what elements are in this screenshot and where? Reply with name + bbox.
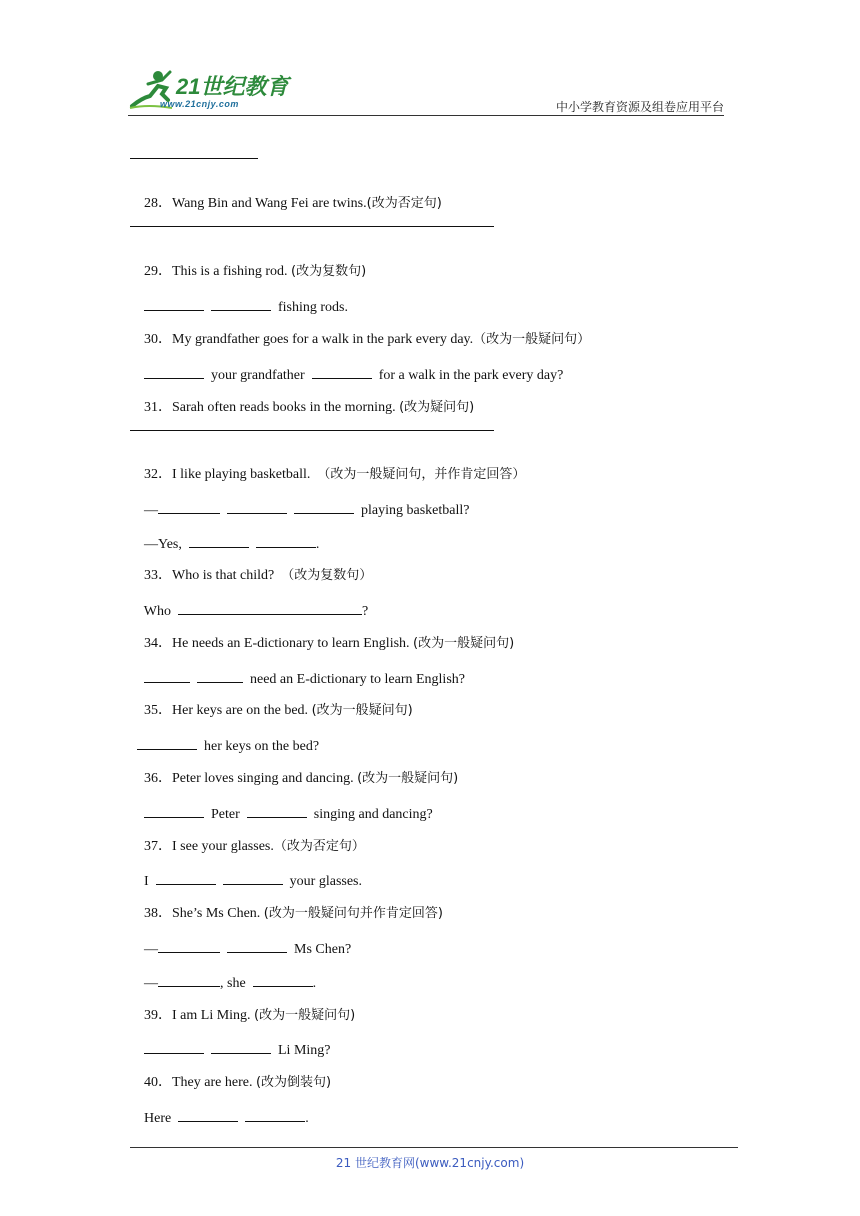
- answer-text: —: [144, 942, 158, 957]
- question-number: 37．: [144, 839, 172, 854]
- answer-line: [130, 430, 494, 431]
- blank-field[interactable]: [137, 736, 197, 750]
- blank-field[interactable]: [211, 297, 271, 311]
- page-header: [128, 66, 724, 116]
- blank-field[interactable]: [294, 500, 354, 514]
- site-logo: [128, 66, 298, 112]
- header-tagline: 中小学教育资源及组卷应用平台: [555, 100, 724, 114]
- answer-text: fishing rods.: [274, 300, 348, 315]
- question-instruction: (改为一般疑问句): [311, 703, 413, 718]
- answer-text: Here: [144, 1111, 179, 1126]
- question-instruction: （改为复数句）: [281, 568, 373, 583]
- question-28: [130, 177, 442, 231]
- blank-field[interactable]: [158, 973, 220, 987]
- answer-text: .: [315, 537, 320, 552]
- question-instruction: （改为否定句）: [273, 839, 365, 854]
- question-text: Who is that child?: [172, 568, 282, 583]
- question-instruction: (改为一般疑问句): [413, 636, 515, 651]
- answer-text: for a walk in the park every day?: [375, 368, 564, 383]
- answer-text: —: [144, 503, 158, 518]
- question-text: I am Li Ming.: [172, 1008, 255, 1023]
- question-text: This is a fishing rod.: [172, 264, 291, 279]
- answer-text: need an E-dictionary to learn English?: [246, 672, 465, 687]
- question-instruction: （改为一般疑问句）: [473, 332, 591, 347]
- question-number: 29．: [144, 264, 172, 279]
- blank-field[interactable]: [227, 939, 287, 953]
- blank-field[interactable]: [227, 500, 287, 514]
- blank-field[interactable]: [253, 973, 313, 987]
- question-instruction: (改为倒装句): [255, 1075, 332, 1090]
- blank-field[interactable]: [247, 804, 307, 818]
- question-instruction: (改为疑问句): [399, 400, 475, 415]
- question-text: Wang Bin and Wang Fei are twins.: [172, 196, 367, 211]
- question-number: 28．: [144, 196, 172, 211]
- answer-text: Who: [143, 604, 178, 619]
- question-instruction: (改为复数句): [291, 264, 367, 279]
- question-number: 39．: [144, 1008, 172, 1023]
- question-number: 32．: [144, 467, 172, 482]
- blank-field[interactable]: [245, 1108, 305, 1122]
- question-instruction: (改为否定句): [366, 196, 442, 211]
- answer-text: singing and dancing?: [310, 807, 433, 822]
- header-divider: [128, 115, 724, 116]
- question-number: 40．: [144, 1075, 172, 1090]
- blank-field[interactable]: [178, 1108, 238, 1122]
- page-footer[interactable]: 21 世纪教育网(www.21cnjy.com): [335, 1156, 525, 1170]
- blank-field[interactable]: [158, 500, 220, 514]
- question-instruction: （改为一般疑问句，并作肯定回答）: [317, 467, 526, 482]
- blank-field[interactable]: [189, 534, 249, 548]
- blank-field[interactable]: [312, 365, 372, 379]
- answer-text: .: [305, 1111, 309, 1126]
- blank-field[interactable]: [156, 871, 216, 885]
- question-text: He needs an E-dictionary to learn English.: [172, 636, 414, 651]
- question-text: I see your glasses.: [172, 839, 274, 854]
- question-text: Her keys are on the bed.: [172, 703, 312, 718]
- question-text: They are here.: [172, 1075, 256, 1090]
- blank-field[interactable]: [256, 534, 316, 548]
- footer-divider: [130, 1147, 738, 1148]
- answer-text: I: [144, 874, 156, 889]
- question-number: 31．: [144, 400, 172, 415]
- question-text: Peter loves singing and dancing.: [172, 771, 358, 786]
- question-instruction: (改为一般疑问句): [357, 771, 459, 786]
- blank-field[interactable]: [158, 939, 220, 953]
- answer-text: your grandfather: [207, 368, 309, 383]
- blank-field[interactable]: [178, 601, 362, 615]
- question-number: 30．: [144, 332, 172, 347]
- logo-brand-text: 21世纪教育: [176, 74, 289, 99]
- question-number: 34．: [144, 636, 172, 651]
- answer-text: —Yes,: [144, 537, 186, 552]
- blank-field[interactable]: [211, 1040, 271, 1054]
- blank-field[interactable]: [223, 871, 283, 885]
- question-instruction: (改为一般疑问句): [254, 1008, 356, 1023]
- answer-40: [130, 1090, 309, 1146]
- question-number: 35．: [144, 703, 172, 718]
- answer-text: your glasses.: [286, 874, 362, 889]
- blank-field[interactable]: [144, 365, 204, 379]
- answer-text: .: [312, 976, 317, 991]
- question-number: 36．: [144, 771, 172, 786]
- blank-field[interactable]: [144, 804, 204, 818]
- question-text: She’s Ms Chen.: [172, 906, 264, 921]
- answer-text: playing basketball?: [357, 503, 470, 518]
- answer-text: Peter: [207, 807, 244, 822]
- blank-field[interactable]: [144, 297, 204, 311]
- question-number: 38．: [144, 906, 172, 921]
- blank-field[interactable]: [197, 669, 243, 683]
- answer-text: her keys on the bed?: [200, 739, 320, 754]
- logo-url-text: www.21cnjy.com: [160, 99, 239, 109]
- question-text: My grandfather goes for a walk in the park every day.: [172, 332, 474, 347]
- answer-text: Li Ming?: [274, 1043, 331, 1058]
- question-text: Sarah often reads books in the morning.: [172, 400, 400, 415]
- question-31: [130, 381, 474, 435]
- question-text: I like playing basketball.: [172, 467, 318, 482]
- answer-text: , she: [220, 976, 250, 991]
- answer-text: Ms Chen?: [290, 942, 352, 957]
- answer-line: [130, 226, 494, 227]
- answer-line: [130, 158, 258, 159]
- answer-text: —: [144, 976, 158, 991]
- question-number: 33．: [144, 568, 172, 583]
- question-instruction: (改为一般疑问句并作肯定回答): [263, 906, 443, 921]
- blank-field[interactable]: [144, 669, 190, 683]
- blank-field[interactable]: [144, 1040, 204, 1054]
- answer-text: ?: [361, 604, 369, 619]
